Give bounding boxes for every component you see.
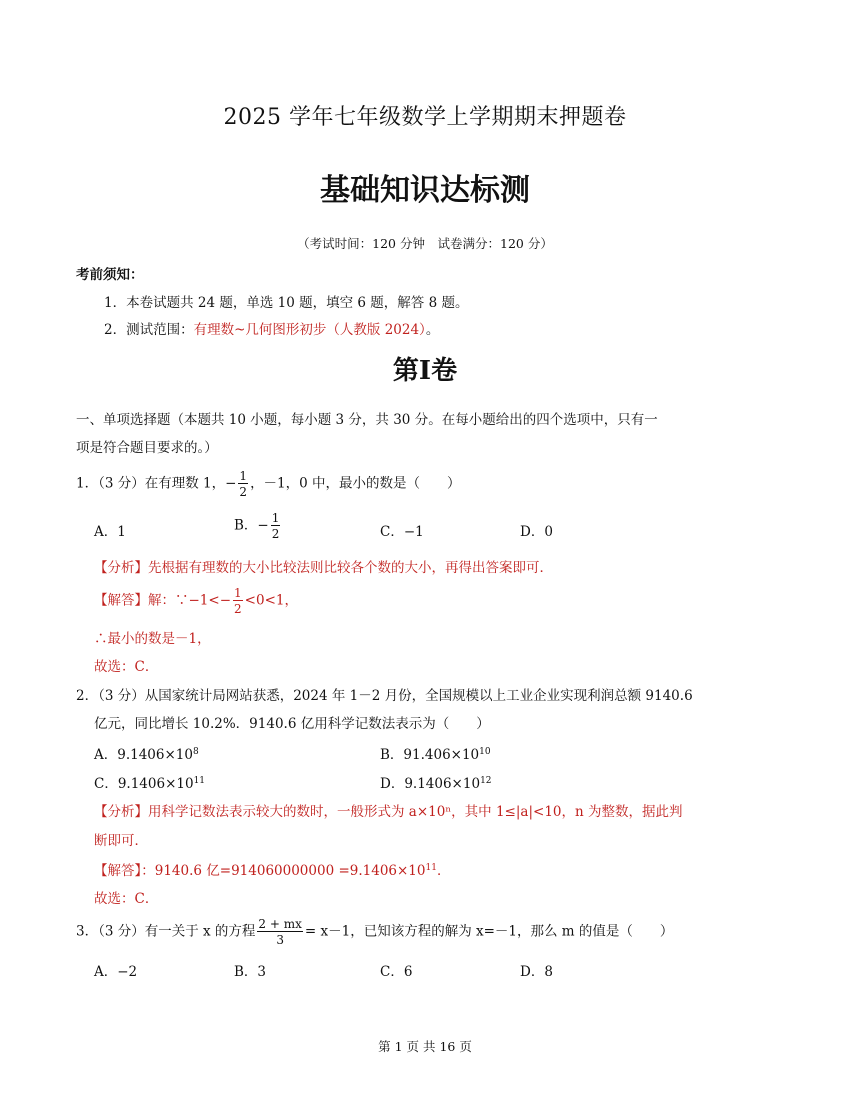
- q1-option-b-den: 2: [271, 527, 280, 541]
- q2-analysis-line1: 【分析】用科学记数法表示较大的数时，一般形式为 a×10ⁿ，其中 1≤|a|<10，n 为整数，据此判: [94, 804, 683, 820]
- notice-item-1: 1．本卷试题共 24 题，单选 10 题，填空 6 题，解答 8 题。: [104, 295, 469, 311]
- notice-heading: 考前须知：: [76, 267, 144, 283]
- q2-option-c-exp: 11: [193, 776, 206, 786]
- q1-frac-num: 1: [239, 469, 248, 483]
- q1-option-c: C．−1: [380, 524, 424, 540]
- q1-choice: 故选：C．: [94, 659, 159, 675]
- q2-answer-label: 【解答】: [94, 863, 142, 879]
- q1-answer-b: 0<1，: [255, 592, 298, 609]
- notice-item-2-suffix: 。: [425, 322, 440, 338]
- q2-answer-end: ．: [436, 863, 451, 879]
- q3-option-d: D．8: [520, 964, 553, 980]
- q3-stem-a: 3．（3 分）有一关于 x 的方程: [76, 923, 256, 940]
- section-title: 第Ⅰ卷: [392, 356, 458, 386]
- q1-stem: [76, 470, 461, 498]
- q1-frac-sign: −: [225, 475, 237, 492]
- part1-instruction-line2: 项是符合题目要求的。）: [76, 440, 218, 456]
- q2-stem-line1: 2．（3 分）从国家统计局网站获悉，2024 年 1－2 月份，全国规模以上工业企业实现利润总额 9140.6: [76, 688, 693, 704]
- q2-answer-base: ：9140.6 亿=914060000000 =9.1406×10: [141, 863, 426, 879]
- q1-option-b-prefix: B．−: [234, 517, 269, 534]
- q3-frac-num: 2 + mx: [258, 917, 302, 931]
- q2-option-c: [94, 772, 205, 792]
- exam-info: （考试时间：120 分钟 试卷满分：120 分）: [297, 236, 553, 251]
- exam-subtitle: 基础知识达标测: [320, 173, 530, 208]
- q3-stem: [76, 918, 673, 946]
- part1-instruction-line1: 一、单项选择题（本题共 10 小题，每小题 3 分，共 30 分。在每小题给出的四个选项中，只有一: [76, 412, 658, 428]
- q1-option-b-num: 1: [271, 511, 280, 525]
- q1-answer-label: 【解答】: [94, 592, 148, 609]
- q1-stem-b: ，－1，0 中，最小的数是（ ）: [250, 475, 461, 492]
- q1-option-b-fraction: [271, 512, 281, 540]
- q1-answer-lt2: <: [244, 592, 256, 609]
- q2-option-d: [380, 772, 492, 792]
- q2-option-b-base: B．91.406×10: [380, 747, 480, 763]
- q2-option-d-base: D．9.1406×10: [380, 776, 481, 792]
- q3-option-a: A．−2: [94, 964, 138, 980]
- q1-answer-neg: −: [219, 592, 232, 609]
- q1-answer-fraction: [233, 587, 243, 615]
- q1-answer-num: 1: [234, 586, 242, 600]
- q2-option-a-exp: 8: [192, 747, 199, 757]
- q2-option-a-base: A．9.1406×10: [94, 747, 193, 763]
- q2-option-b-exp: 10: [479, 747, 491, 757]
- q2-option-b: [380, 743, 491, 763]
- q1-stem-a: 1．（3 分）在有理数 1，: [76, 475, 226, 492]
- notice-item-2: [104, 318, 439, 338]
- q1-frac-den: 2: [239, 485, 248, 499]
- q2-answer-exp: 11: [425, 863, 437, 873]
- q1-answer: [94, 587, 298, 615]
- q2-option-c-base: C．9.1406×10: [94, 776, 194, 792]
- notice-item-2-prefix: 2．测试范围：: [104, 322, 194, 338]
- q1-option-d: D．0: [520, 524, 553, 540]
- q3-fraction: [257, 918, 302, 946]
- q2-choice: 故选：C．: [94, 891, 159, 907]
- q3-option-b: B．3: [234, 964, 267, 980]
- q1-conclusion: ∴最小的数是－1，: [94, 631, 211, 647]
- page-footer: 第 1 页 共 16 页: [378, 1039, 472, 1054]
- q2-analysis-line2: 断即可．: [94, 833, 148, 849]
- q2-option-a: [94, 743, 199, 763]
- q1-option-a: A．1: [94, 524, 126, 540]
- q2-stem-line2: 亿元，同比增长 10.2%．9140.6 亿用科学记数法表示为（ ）: [94, 716, 490, 732]
- q1-option-b: [234, 512, 282, 540]
- q2-option-d-exp: 12: [480, 776, 492, 786]
- q3-frac-den: 3: [257, 931, 302, 946]
- q2-answer: [94, 859, 450, 879]
- test-range: 有理数~几何图形初步（人教版 2024）: [193, 322, 426, 338]
- q1-answer-lt1: <: [208, 592, 220, 609]
- q1-answer-a: 解：∵−1: [148, 592, 209, 609]
- q1-fraction: [238, 470, 248, 498]
- q3-stem-b: = x－1，已知该方程的解为 x=－1，那么 m 的值是（ ）: [304, 923, 674, 940]
- exam-title: 2025 学年七年级数学上学期期末押题卷: [223, 105, 627, 130]
- q1-analysis: 【分析】先根据有理数的大小比较法则比较各个数的大小，再得出答案即可．: [94, 560, 553, 576]
- q1-answer-den: 2: [234, 602, 242, 616]
- q3-option-c: C．6: [380, 964, 413, 980]
